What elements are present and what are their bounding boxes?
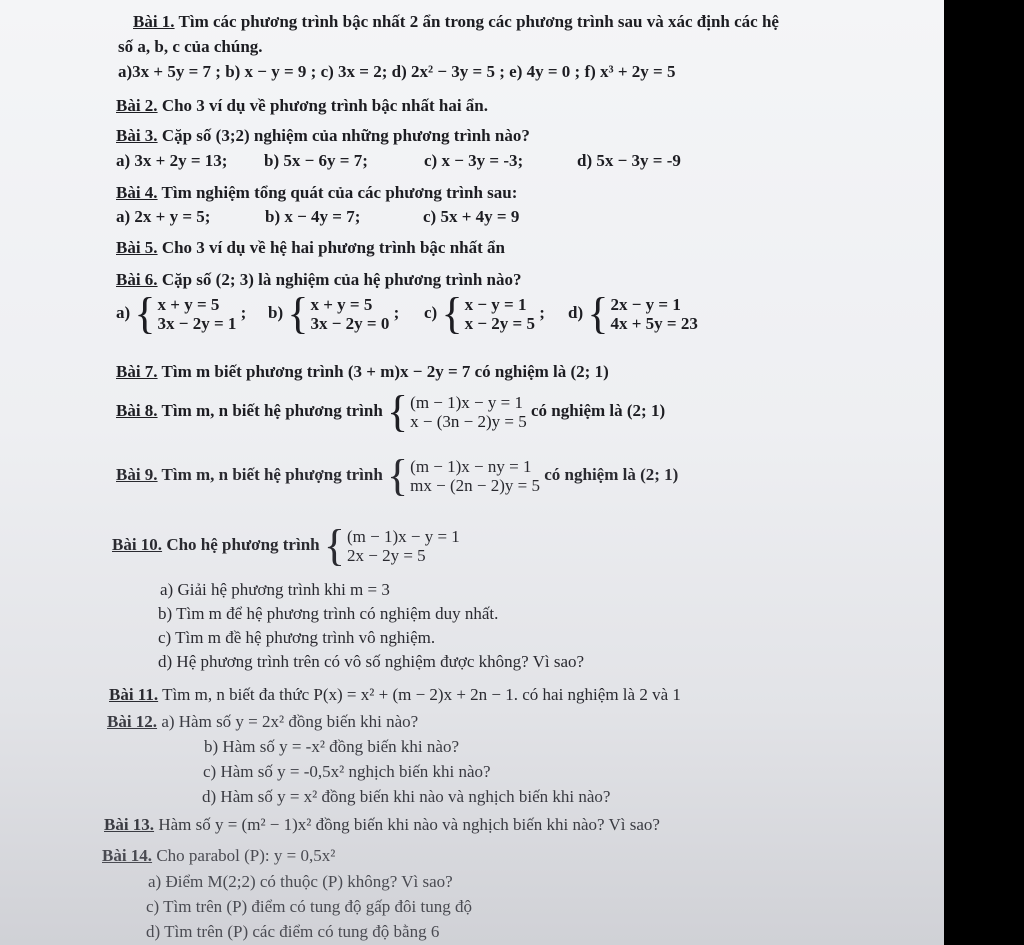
bai4-b: b) x − 4y = 7;: [265, 207, 361, 226]
bai10-c: c) Tìm m đề hệ phương trình vô nghiệm.: [158, 628, 436, 647]
bai10-text: Cho hệ phương trình: [162, 534, 320, 554]
bai6-b-eq1: x + y = 5: [310, 295, 373, 314]
bai2-line: [116, 96, 488, 116]
bai11-label: Bài 11.: [109, 685, 159, 704]
bai1-line1: [133, 12, 779, 32]
bai4-text: Tìm nghiệm tổng quát của các phương trình sau:: [157, 183, 518, 202]
bai4-c: c) 5x + 4y = 9: [423, 207, 520, 226]
bai11-text: Tìm m, n biết đa thức P(x) = x² + (m − 2)x + 2n − 1. có hai nghiệm là 2 và 1: [158, 685, 681, 704]
bai9-eq2: mx − (2n − 2)y = 5: [410, 476, 540, 495]
bai3-b: b) 5x − 6y = 7;: [264, 151, 368, 170]
bai8-line: Bài 8. Tìm m, n biết hệ phương trình { (m − 1)x − y = 1 x − (3n − 2)y = 5 có nghiệm là (2; 1): [116, 387, 666, 436]
bai12-label: Bài 12.: [107, 712, 158, 731]
bai8-label: Bài 8.: [116, 400, 158, 420]
bai5-line: [116, 238, 505, 258]
bai12-b: b) Hàm số y = -x² đồng biến khi nào?: [204, 737, 459, 756]
bai10-d: d) Hệ phương trình trên có vô số nghiệm được không? Vì sao?: [158, 652, 585, 671]
bai10-eq1: (m − 1)x − y = 1: [347, 527, 460, 546]
bai8-text: Tìm m, n biết hệ phương trình: [157, 400, 383, 420]
bai9-eq1: (m − 1)x − ny = 1: [410, 457, 532, 476]
bai5-text: Cho 3 ví dụ về hệ hai phương trình bậc nhất ẩn: [157, 238, 505, 257]
bai4-label: Bài 4.: [116, 183, 158, 202]
bai1-options: a)3x + 5y = 7 ; b) x − y = 9 ; c) 3x = 2; d) 2x² − 3y = 5 ; e) 4y = 0 ; f) x³ + 2y = 5: [118, 62, 676, 81]
bai6-c-label: c): [424, 302, 438, 322]
bai12-c: c) Hàm số y = -0,5x² nghịch biến khi nào?: [203, 762, 491, 781]
bai6-d-label: d): [568, 302, 584, 322]
bai6-d-eq1: 2x − y = 1: [610, 295, 681, 314]
bai6-c-sep: ;: [539, 302, 545, 322]
bai3-text: Cặp số (3;2) nghiệm của những phương trình nào?: [157, 126, 530, 145]
bai6-label: Bài 6.: [116, 270, 158, 289]
bai4-a: a) 2x + y = 5;: [116, 207, 211, 226]
bai9-line: Bài 9. Tìm m, n biết hệ phượng trình { (m − 1)x − ny = 1 mx − (2n − 2)y = 5 có nghiệm là (2; 1): [116, 451, 679, 500]
bai6-a-sep: ;: [240, 302, 247, 322]
bai7-label: Bài 7.: [116, 362, 158, 381]
bai6-option-b: b) { x + y = 5 3x − 2y = 0 ;: [268, 289, 400, 338]
bai6-c-eq2: x − 2y = 5: [464, 314, 535, 333]
bai3-label: Bài 3.: [116, 126, 158, 145]
bai9-tail: có nghiệm là (2; 1): [539, 464, 679, 484]
bai8-tail: có nghiệm là (2; 1): [526, 400, 666, 420]
bai6-line: [116, 270, 521, 290]
black-margin: [944, 0, 1024, 945]
bai12-line: [107, 712, 418, 732]
bai10-line: Bài 10. Cho hệ phương trình { (m − 1)x − y = 1 2x − 2y = 5: [112, 521, 460, 570]
bai6-a-eq2: 3x − 2y = 1: [157, 314, 237, 333]
bai10-eq2: 2x − 2y = 5: [347, 546, 426, 565]
bai14-a: a) Điểm M(2;2) có thuộc (P) không? Vì sao?: [148, 872, 453, 891]
bai6-option-c: c) { x − y = 1 x − 2y = 5 ;: [424, 289, 545, 338]
bai6-text: Cặp số (2; 3) là nghiệm của hệ phương trình nào?: [157, 270, 522, 289]
bai10-a: a) Giải hệ phương trình khi m = 3: [160, 580, 390, 599]
bai4-line: [116, 183, 517, 203]
bai13-line: [104, 815, 660, 835]
bai10-b: b) Tìm m để hệ phương trình có nghiệm duy nhất.: [158, 604, 499, 623]
bai14-d: d) Tìm trên (P) các điểm có tung độ bằng 6: [146, 922, 440, 941]
bai1-label: Bài 1.: [133, 12, 175, 31]
bai3-c: c) x − 3y = -3;: [424, 151, 524, 170]
bai6-d-eq2: 4x + 5y = 23: [610, 314, 698, 333]
bai12-a: a) Hàm số y = 2x² đồng biến khi nào?: [157, 712, 419, 731]
bai14-label: Bài 14.: [102, 846, 153, 865]
bai2-label: Bài 2.: [116, 96, 158, 115]
bai3-line: [116, 126, 530, 146]
bai6-option-d: d) { 2x − y = 1 4x + 5y = 23: [568, 289, 698, 338]
bai9-label: Bài 9.: [116, 464, 158, 484]
bai5-label: Bài 5.: [116, 238, 158, 257]
bai13-text: Hàm số y = (m² − 1)x² đồng biến khi nào và nghịch biến khi nào? Vì sao?: [154, 815, 660, 834]
bai6-b-eq2: 3x − 2y = 0: [310, 314, 390, 333]
bai12-d: d) Hàm số y = x² đồng biến khi nào và nghịch biến khi nào?: [202, 787, 611, 806]
bai14-c: c) Tìm trên (P) điểm có tung độ gấp đôi tung độ: [146, 897, 472, 916]
bai13-label: Bài 13.: [104, 815, 155, 834]
bai6-b-label: b): [268, 302, 284, 322]
bai6-b-sep: ;: [393, 302, 400, 322]
bai14-text: Cho parabol (P): y = 0,5x²: [152, 846, 336, 865]
bai6-c-eq1: x − y = 1: [464, 295, 527, 314]
bai9-text: Tìm m, n biết hệ phượng trình: [157, 464, 383, 484]
bai10-label: Bài 10.: [112, 534, 163, 554]
bai3-d: d) 5x − 3y = -9: [577, 151, 681, 170]
bai7-text: Tìm m biết phương trình (3 + m)x − 2y = 7 có nghiệm là (2; 1): [157, 362, 609, 381]
bai1-text1: Tìm các phương trình bậc nhất 2 ẩn trong các phương trình sau và xác định các hệ: [174, 12, 779, 31]
bai3-a: a) 3x + 2y = 13;: [116, 151, 228, 170]
bai2-text: Cho 3 ví dụ về phương trình bậc nhất hai ẩn.: [157, 96, 488, 115]
bai7-line: [116, 362, 609, 382]
bai11-line: [109, 685, 681, 705]
bai14-line: [102, 846, 335, 866]
bai8-eq1: (m − 1)x − y = 1: [410, 393, 523, 412]
bai8-eq2: x − (3n − 2)y = 5: [410, 412, 527, 431]
bai1-text2: số a, b, c của chúng.: [118, 37, 263, 56]
bai6-option-a: a) { x + y = 5 3x − 2y = 1 ;: [116, 289, 247, 338]
bai6-a-label: a): [116, 302, 131, 322]
bai6-a-eq1: x + y = 5: [157, 295, 220, 314]
